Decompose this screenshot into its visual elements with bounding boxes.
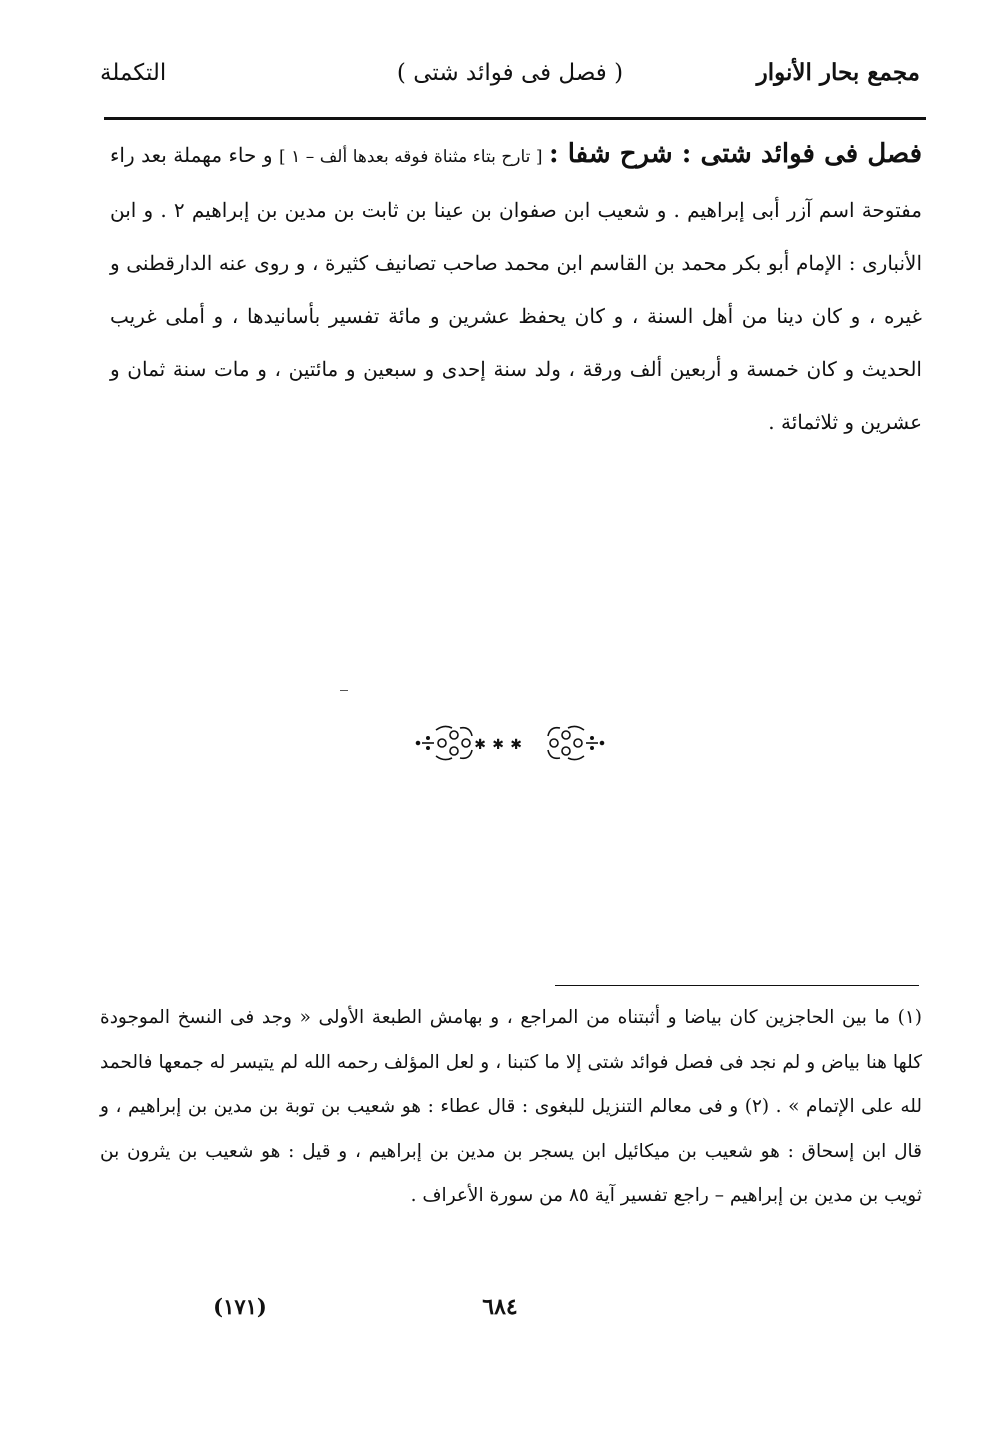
header-part: التكملة	[100, 60, 167, 86]
page-number: ٦٨٤	[482, 1294, 518, 1320]
footnote-rule	[555, 985, 919, 986]
flourish-left-icon	[417, 726, 473, 759]
book-title: مجمع بحار الأنوار	[756, 59, 920, 86]
header-rule	[104, 117, 926, 120]
running-header	[100, 58, 920, 98]
star-icons	[474, 737, 522, 753]
svg-text:✱: ✱	[474, 737, 486, 753]
header-section-title: ( فصل فى فوائد شتى )	[396, 60, 624, 86]
svg-text:✱: ✱	[492, 737, 504, 753]
svg-text:✱: ✱	[510, 737, 522, 753]
ornament-divider	[400, 718, 620, 768]
footnotes	[100, 996, 922, 1219]
section-heading: فصل فى فوائد شتى : شرح شفا :	[549, 139, 922, 169]
stray-mark	[340, 690, 348, 691]
bracket-note: [ تارح بتاء مثناة فوقه بعدها ألف – ١ ]	[278, 147, 543, 167]
footnote-text: (١) ما بين الحاجزين كان بياضا و أثبتناه من المراجع ، و بهامش الطبعة الأولى « وجد فى النسخ الموجودة كلها هنا بياض و لم نجد فى فصل فوائد شتى إلا ما كتبنا ، و لعل المؤلف رحمه الله لم يتيسر له جمعها فالحمد لله على الإتمام » . (٢) و فى معالم التنزيل للبغوى : قال عطاء : هو شعيب بن توبة بن مدين بن إبراهيم ، و قال ابن إسحاق : هو شعيب بن ميكائيل ابن يسجر بن مدين بن إبراهيم ، و قيل : هو شعيب بن يثرون بن ثويب بن مدين بن إبراهيم – راجع تفسير آية ٨٥ من سورة الأعراف .	[100, 1007, 922, 1206]
main-paragraph	[110, 128, 922, 449]
volume-number: (١٧١)	[213, 1294, 267, 1319]
flourish-right-icon	[548, 726, 604, 759]
paragraph-text: و حاء مهملة بعد راء مفتوحة اسم آزر أبى إبراهيم . و شعيب ابن صفوان بن عينا بن ثابت بن مدين بن إبراهيم ٢ . و ابن الأنبارى : الإمام أبو بكر محمد بن القاسم ابن محمد صاحب تصانيف كثيرة ، و روى عنه الدارقطنى و غيره ، و كان دينا من أهل السنة ، و كان يحفظ عشرين و مائة تفسير بأسانيدها ، و أملى غريب الحديث و كان خمسة و أربعين ألف ورقة ، ولد سنة إحدى و سبعين و مائتين ، و مات سنة ثمان و عشرين و ثلاثمائة .	[110, 143, 922, 434]
main-text	[110, 128, 922, 449]
